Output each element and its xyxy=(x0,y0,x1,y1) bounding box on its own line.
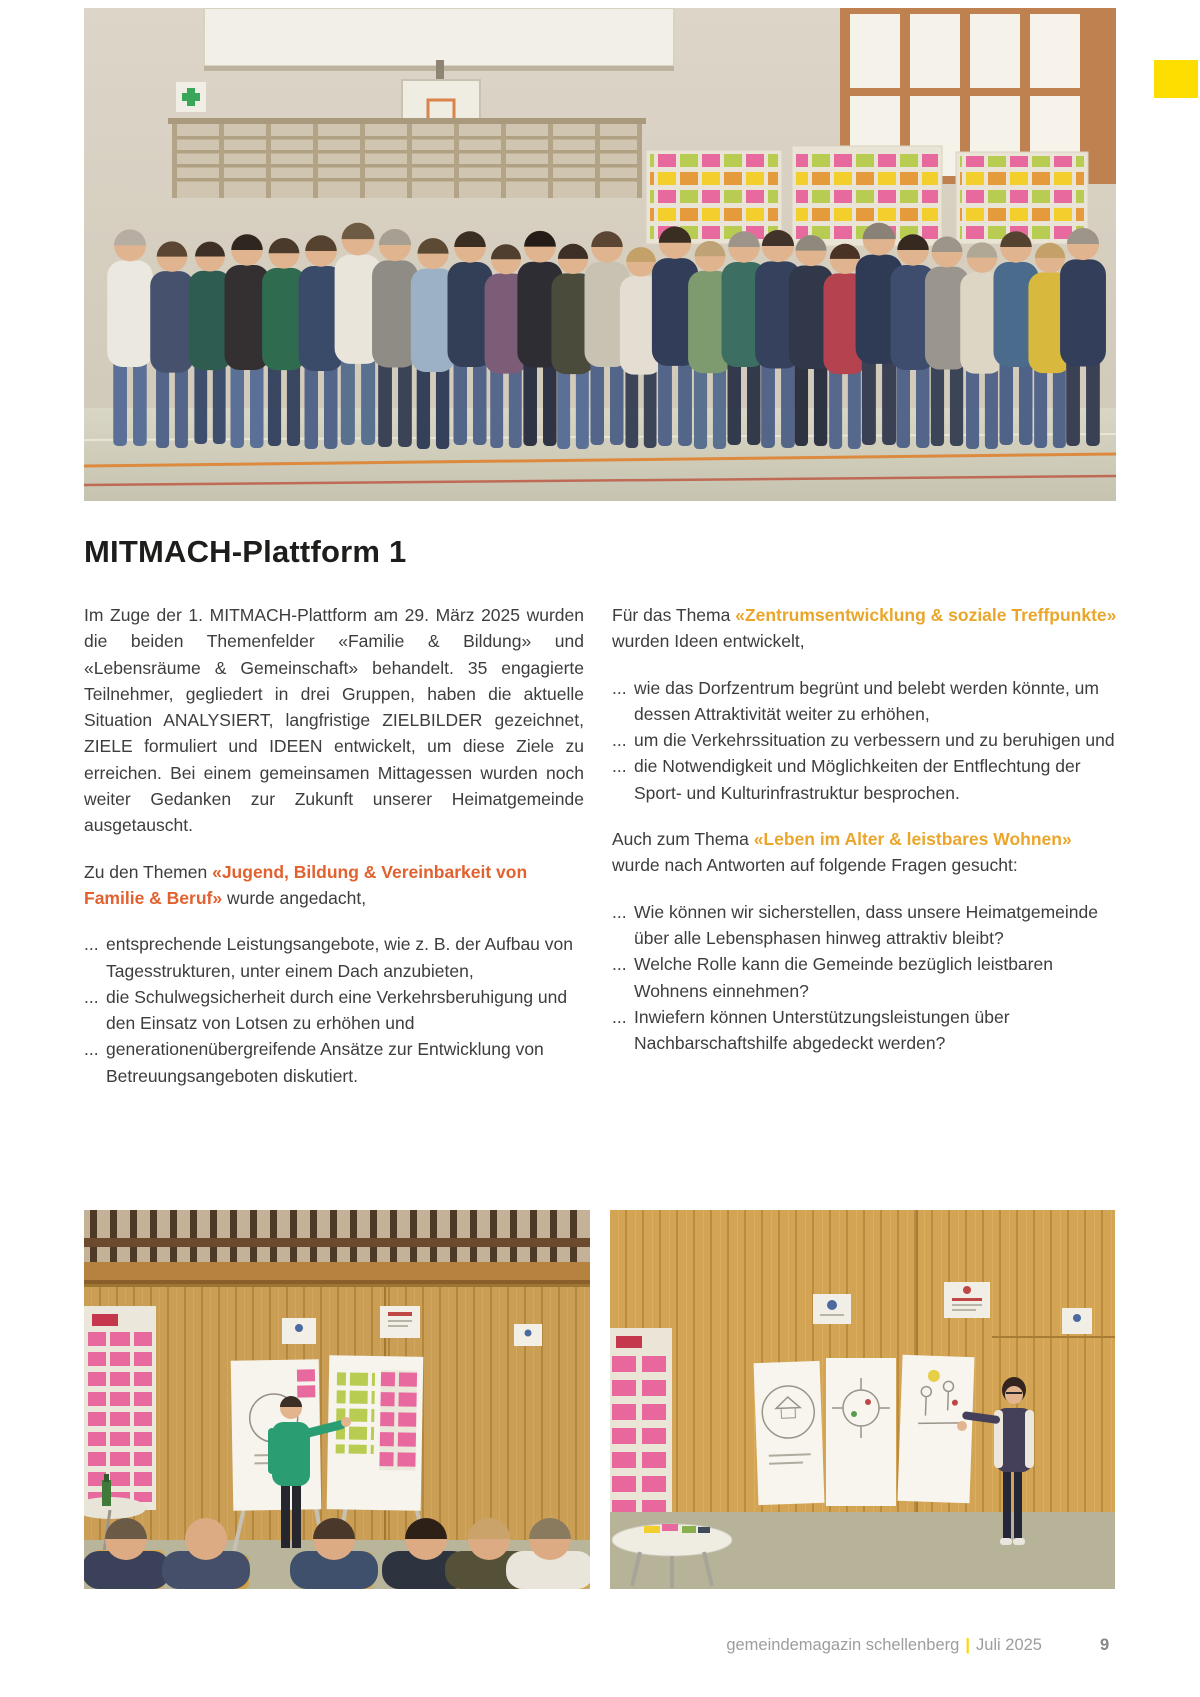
yellow-corner-marker xyxy=(1154,60,1198,98)
projector-screen xyxy=(204,8,674,66)
bullet-text: die Notwendigkeit und Möglichkeiten der Entflechtung der Sport- und Kulturinfrastruktur besprochen. xyxy=(634,756,1081,803)
footer-magazine-name: gemeindemagazin schellenberg xyxy=(726,1636,960,1654)
footer-issue-date: Juli 2025 xyxy=(975,1636,1042,1654)
theme-paragraph-left xyxy=(84,859,584,912)
bullet-text: Wie können wir sicherstellen, dass unsere Heimatgemeinde über alle Lebensphasen hinweg attraktiv bleibt? xyxy=(634,901,1098,948)
theme-name-gold: «Zentrumsentwicklung & soziale Treffpunkte» xyxy=(735,605,1117,625)
bullet-marker: ... xyxy=(612,1006,627,1027)
theme-prefix: Auch zum Thema xyxy=(612,829,754,850)
theme-suffix: wurden Ideen entwickelt, xyxy=(612,631,805,652)
bullet-text: um die Verkehrssituation zu verbessern und zu beruhigen und xyxy=(634,730,1115,751)
bullet-item xyxy=(84,1036,584,1089)
first-aid-sign xyxy=(176,82,206,112)
bullet-list-left xyxy=(84,931,584,1089)
bullet-item xyxy=(612,727,1117,753)
bullet-item xyxy=(612,675,1117,728)
bullet-text: wie das Dorfzentrum begrünt und belebt werden könnte, um dessen Attraktivität weiter zu erhöhen, xyxy=(634,677,1099,724)
theme-prefix: Zu den Themen xyxy=(84,861,213,882)
bullet-marker: ... xyxy=(84,934,99,955)
bullet-list-right-2 xyxy=(612,899,1117,1057)
theme-name-orange: «Jugend, Bildung & Vereinbarkeit von Familie & Beruf» xyxy=(84,861,528,908)
bullet-marker: ... xyxy=(612,677,627,698)
bullet-text: die Schulwegsicherheit durch eine Verkehrsberuhigung und den Einsatz von Lotsen zu erhöhen und xyxy=(106,986,568,1034)
theme-suffix: wurde nach Antworten auf folgende Fragen gesucht: xyxy=(612,855,1018,876)
page-number: 9 xyxy=(1100,1636,1110,1654)
bullet-item xyxy=(612,951,1117,1004)
intro-paragraph: Im Zuge der 1. MITMACH-Plattform am 29. März 2025 wurden die beiden Themenfelder «Familie & Bildung» und «Lebensräume & Gemeinschaft» behandelt. 35 engagierte Teilnehmer, gegliedert in drei Gruppen, haben die aktuelle Situation ANALYSIERT, langfristige ZIELBILDER gezeichnet, ZIELE formuliert und IDEEN entwickelt, um diese Ziele zu erreichen. Bei einem gemeinsamen Mittagessen wurden noch weiter Gedanken zur Zukunft unserer Heimatgemeinde ausgetauscht. xyxy=(84,605,584,836)
right-column xyxy=(612,602,1117,1076)
workshop-photo-right xyxy=(610,1210,1115,1589)
wall-bars xyxy=(168,118,646,198)
bullet-text: Inwiefern können Unterstützungsleistungen über Nachbarschaftshilfe abgedeckt werden? xyxy=(634,1006,1010,1054)
bullet-item xyxy=(612,753,1117,806)
bullet-text: Welche Rolle kann die Gemeinde bezüglich leistbaren Wohnens einnehmen? xyxy=(634,954,1053,1001)
bullet-marker: ... xyxy=(612,901,627,922)
bullet-marker: ... xyxy=(84,986,99,1007)
footer-separator: | xyxy=(965,1636,970,1654)
flipchart-sheets xyxy=(754,1355,975,1506)
group-photo-illustration xyxy=(84,8,1116,501)
bullet-list-right-1 xyxy=(612,675,1117,806)
workshop-right-illustration xyxy=(610,1210,1115,1589)
sticky-note-board xyxy=(84,1306,156,1510)
bullet-text: generationenübergreifende Ansätze zur Entwicklung von Betreuungsangeboten diskutiert. xyxy=(106,1039,544,1086)
workshop-left-illustration xyxy=(84,1210,590,1589)
theme-prefix: Für das Thema xyxy=(612,605,736,625)
article-title: MITMACH-Plattform 1 xyxy=(84,534,407,569)
footer xyxy=(726,1636,1042,1655)
balcony-railing xyxy=(84,1210,590,1262)
bullet-marker: ... xyxy=(612,756,627,777)
bullet-item xyxy=(612,1004,1117,1057)
bullet-marker: ... xyxy=(612,730,627,751)
bullet-item xyxy=(612,899,1117,952)
theme-name-gold: «Leben im Alter & leistbares Wohnen» xyxy=(753,829,1072,850)
bullet-item xyxy=(84,931,584,984)
bullet-marker: ... xyxy=(612,954,627,975)
theme-paragraph-leben xyxy=(612,826,1117,879)
workshop-photo-left xyxy=(84,1210,590,1589)
theme-suffix: wurde angedacht, xyxy=(222,887,367,908)
sticky-note-board xyxy=(610,1328,672,1520)
bullet-item xyxy=(84,984,584,1037)
theme-paragraph-zentrum xyxy=(612,602,1117,655)
bullet-text: entsprechende Leistungsangebote, wie z. B. der Aufbau von Tagesstrukturen, unter einem Dach anzubieten, xyxy=(106,934,573,981)
bullet-marker: ... xyxy=(84,1039,99,1060)
group-photo xyxy=(84,8,1116,501)
left-column xyxy=(84,602,584,1109)
